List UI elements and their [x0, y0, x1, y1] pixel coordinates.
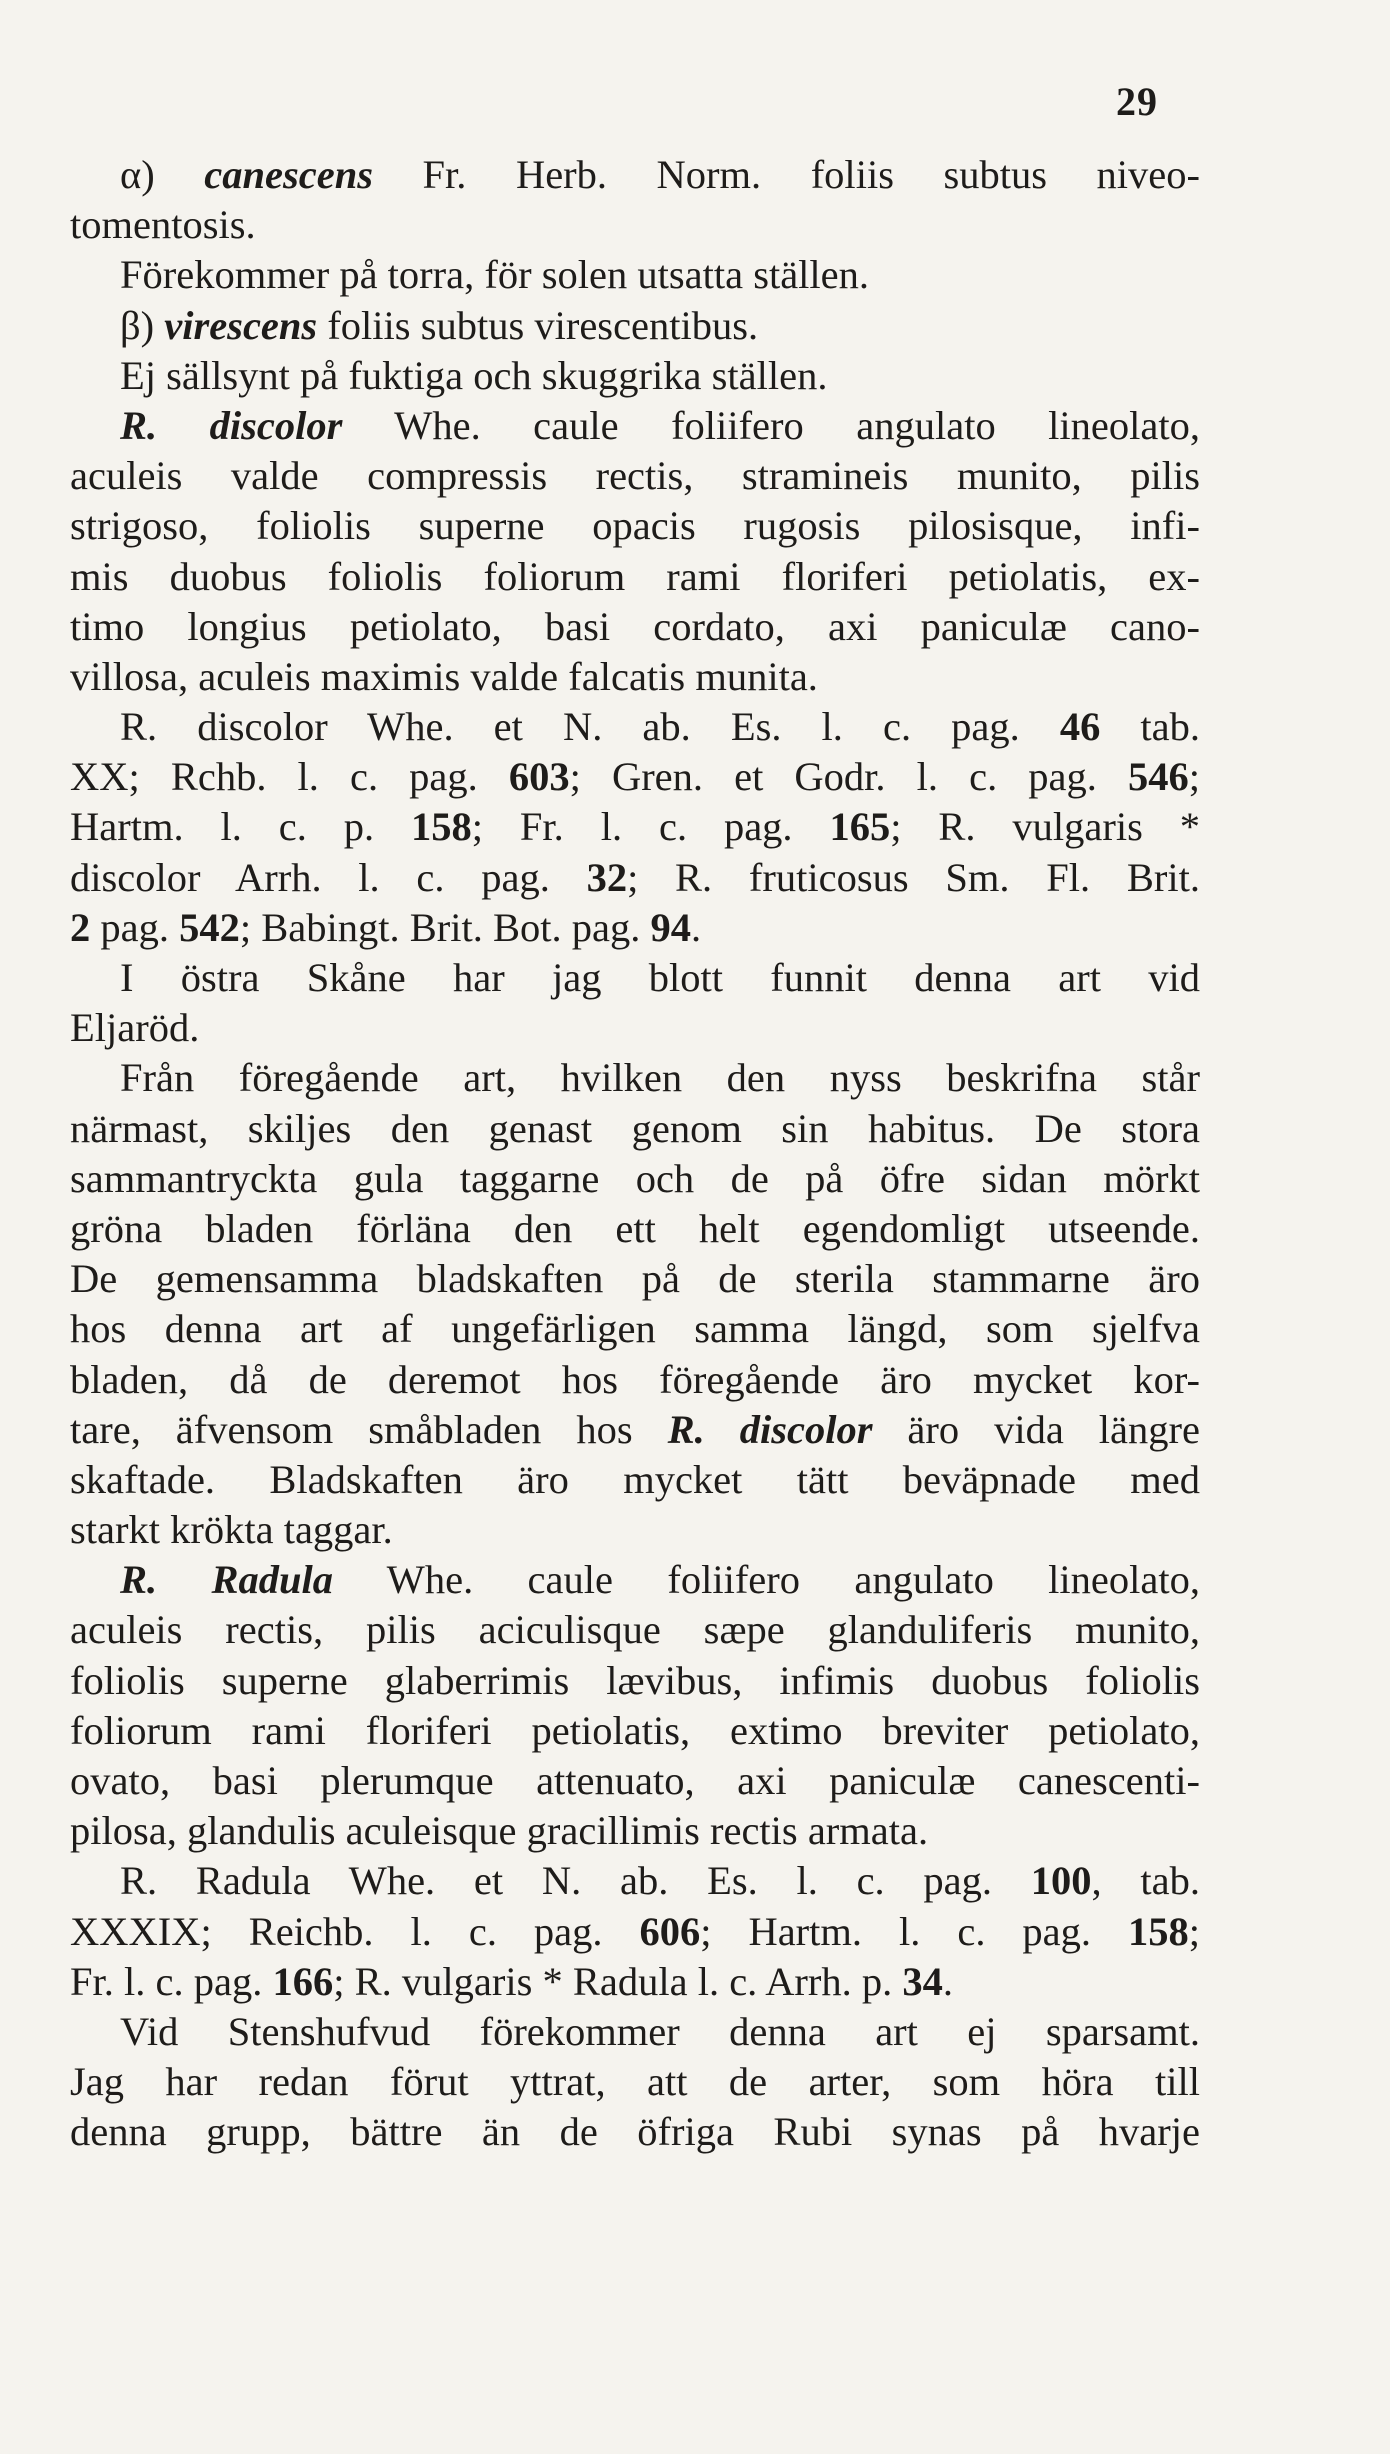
text-run: skaftade. Bladskaften äro mycket tätt beväpnade med	[70, 1456, 1200, 1502]
text-run: .	[690, 904, 702, 950]
reference-number: 2	[70, 904, 91, 950]
text-line	[70, 150, 1200, 200]
reference-number: 94	[650, 904, 691, 950]
text-line	[70, 200, 1200, 250]
text-run: foliolis superne glaberrimis lævibus, infimis duobus foliolis	[70, 1657, 1200, 1703]
text-run: Ej sällsynt på fuktiga och skuggrika ställen.	[120, 352, 828, 398]
text-line	[70, 1204, 1200, 1254]
text-run: strigoso, foliolis superne opacis rugosis pilosisque, infi-	[70, 503, 1200, 549]
text-run: Jag har redan förut yttrat, att de arter, som höra till	[70, 2059, 1200, 2105]
text-line	[70, 903, 1200, 953]
text-run: foliis subtus virescentibus.	[317, 302, 759, 348]
text-run: villosa, aculeis maximis valde falcatis munita.	[70, 653, 818, 699]
text-line	[70, 2057, 1200, 2107]
text-line	[70, 853, 1200, 903]
text-line	[70, 501, 1200, 551]
text-run: hos denna art af ungefärligen samma längd, som sjelfva	[70, 1306, 1200, 1352]
text-run: sammantryckta gula taggarne och de på öfre sidan mörkt	[70, 1155, 1200, 1201]
text-run: ;	[1188, 1908, 1200, 1954]
text-line	[70, 2107, 1200, 2157]
text-run: R. discolor Whe. et N. ab. Es. l. c. pag.	[120, 704, 1060, 750]
text-run: ; Fr. l. c. pag.	[471, 804, 830, 850]
text-line	[70, 1656, 1200, 1706]
text-run: aculeis valde compressis rectis, stramineis munito, pilis	[70, 453, 1200, 499]
text-run: ; R. fruticosus Sm. Fl. Brit.	[627, 854, 1200, 900]
text-run: ; R. vulgaris *	[890, 804, 1200, 850]
reference-number: 158	[1127, 1908, 1189, 1954]
text-line	[70, 351, 1200, 401]
text-run: Whe. caule foliifero angulato lineolato,	[333, 1557, 1200, 1603]
text-run: starkt krökta taggar.	[70, 1507, 393, 1553]
reference-number: 606	[639, 1908, 701, 1954]
text-line	[70, 953, 1200, 1003]
text-line	[70, 1405, 1200, 1455]
text-line	[70, 250, 1200, 300]
text-run: timo longius petiolato, basi cordato, axi paniculæ cano-	[70, 603, 1200, 649]
reference-number: 32	[586, 854, 628, 900]
text-run: discolor Arrh. l. c. pag.	[70, 854, 587, 900]
text-run: , tab.	[1091, 1858, 1201, 1904]
text-line	[70, 1104, 1200, 1154]
text-run: β)	[120, 302, 165, 348]
text-line	[70, 1505, 1200, 1555]
text-line	[70, 1957, 1200, 2007]
text-run: bladen, då de deremot hos föregående äro mycket kor-	[70, 1356, 1200, 1402]
text-run: Fr. Herb. Norm. foliis subtus niveo-	[372, 152, 1201, 197]
text-line	[70, 1003, 1200, 1053]
text-run: foliorum rami floriferi petiolatis, extimo breviter petiolato,	[70, 1707, 1200, 1753]
text-run: Eljaröd.	[70, 1005, 200, 1051]
text-run: ; Gren. et Godr. l. c. pag.	[569, 754, 1128, 800]
text-line	[70, 1254, 1200, 1304]
text-run: α)	[120, 152, 205, 197]
text-run: tomentosis.	[70, 202, 256, 248]
text-run: gröna bladen förläna den ett helt egendomligt utseende.	[70, 1205, 1200, 1251]
text-line	[70, 1605, 1200, 1655]
reference-number: 546	[1127, 754, 1189, 800]
reference-number: 165	[829, 804, 891, 850]
species-name: virescens	[164, 302, 318, 348]
text-line	[70, 1355, 1200, 1405]
text-run: Vid Stenshufvud förekommer denna art ej sparsamt.	[120, 2008, 1200, 2054]
text-run: tare, äfvensom småbladen hos	[70, 1406, 668, 1452]
text-run: Whe. caule foliifero angulato lineolato,	[342, 402, 1201, 448]
text-run: ovato, basi plerumque attenuato, axi paniculæ canescenti-	[70, 1758, 1200, 1803]
species-name: canescens	[204, 152, 373, 197]
text-run: ; R. vulgaris * Radula l. c. Arrh. p.	[333, 1958, 903, 2004]
reference-number: 166	[272, 1958, 334, 2004]
text-run: XX; Rchb. l. c. pag.	[70, 754, 509, 800]
text-run: mis duobus foliolis foliorum rami floriferi petiolatis, ex-	[70, 553, 1200, 599]
body-text	[70, 150, 1200, 2158]
text-line	[70, 752, 1200, 802]
text-run: Från föregående art, hvilken den nyss beskrifna står	[120, 1055, 1200, 1101]
text-line	[70, 1555, 1200, 1605]
text-run: R. Radula Whe. et N. ab. Es. l. c. pag.	[120, 1858, 1031, 1904]
text-line	[70, 401, 1200, 451]
text-run: XXXIX; Reichb. l. c. pag.	[70, 1908, 640, 1954]
text-run: Förekommer på torra, för solen utsatta ställen.	[120, 252, 870, 298]
text-line	[70, 602, 1200, 652]
text-run: pag.	[90, 904, 180, 950]
species-name: R. discolor	[667, 1406, 873, 1452]
text-line	[70, 552, 1200, 602]
text-line	[70, 702, 1200, 752]
text-line	[70, 802, 1200, 852]
reference-number: 158	[411, 804, 472, 850]
text-run: äro vida längre	[872, 1406, 1200, 1452]
text-line	[70, 1756, 1200, 1806]
text-run: tab.	[1100, 704, 1201, 750]
text-line	[70, 1907, 1200, 1957]
text-run: ; Hartm. l. c. pag.	[700, 1908, 1128, 1954]
text-run: ;	[1188, 754, 1200, 800]
reference-number: 603	[508, 754, 570, 800]
text-line	[70, 1806, 1200, 1856]
text-line	[70, 652, 1200, 702]
reference-number: 100	[1030, 1858, 1092, 1904]
text-run: Hartm. l. c. p.	[70, 804, 412, 850]
text-line	[70, 1706, 1200, 1756]
species-name: R. discolor	[120, 402, 343, 448]
text-run: närmast, skiljes den genast genom sin habitus. De stora	[70, 1105, 1200, 1151]
text-run: I östra Skåne har jag blott funnit denna art vid	[120, 955, 1200, 1000]
text-line	[70, 1455, 1200, 1505]
reference-number: 46	[1059, 704, 1101, 750]
text-run: ; Babingt. Brit. Bot. pag.	[239, 904, 651, 950]
text-run: aculeis rectis, pilis aciculisque sæpe glanduliferis munito,	[70, 1607, 1200, 1653]
text-run: .	[942, 1958, 954, 2004]
text-line	[70, 1053, 1200, 1103]
text-run: Fr. l. c. pag.	[70, 1958, 273, 2004]
text-line	[70, 1154, 1200, 1204]
text-line	[70, 1856, 1200, 1906]
reference-number: 542	[179, 904, 240, 950]
text-run: pilosa, glandulis aculeisque gracillimis rectis armata.	[70, 1808, 929, 1854]
text-line	[70, 451, 1200, 501]
text-line	[70, 301, 1200, 351]
page-number: 29	[1116, 79, 1158, 124]
reference-number: 34	[902, 1958, 943, 2004]
text-line	[70, 2007, 1200, 2057]
text-run: denna grupp, bättre än de öfriga Rubi synas på hvarje	[70, 2109, 1200, 2155]
species-name: R. Radula	[120, 1557, 334, 1603]
text-run: De gemensamma bladskaften på de sterila stammarne äro	[70, 1256, 1200, 1302]
text-line	[70, 1304, 1200, 1354]
